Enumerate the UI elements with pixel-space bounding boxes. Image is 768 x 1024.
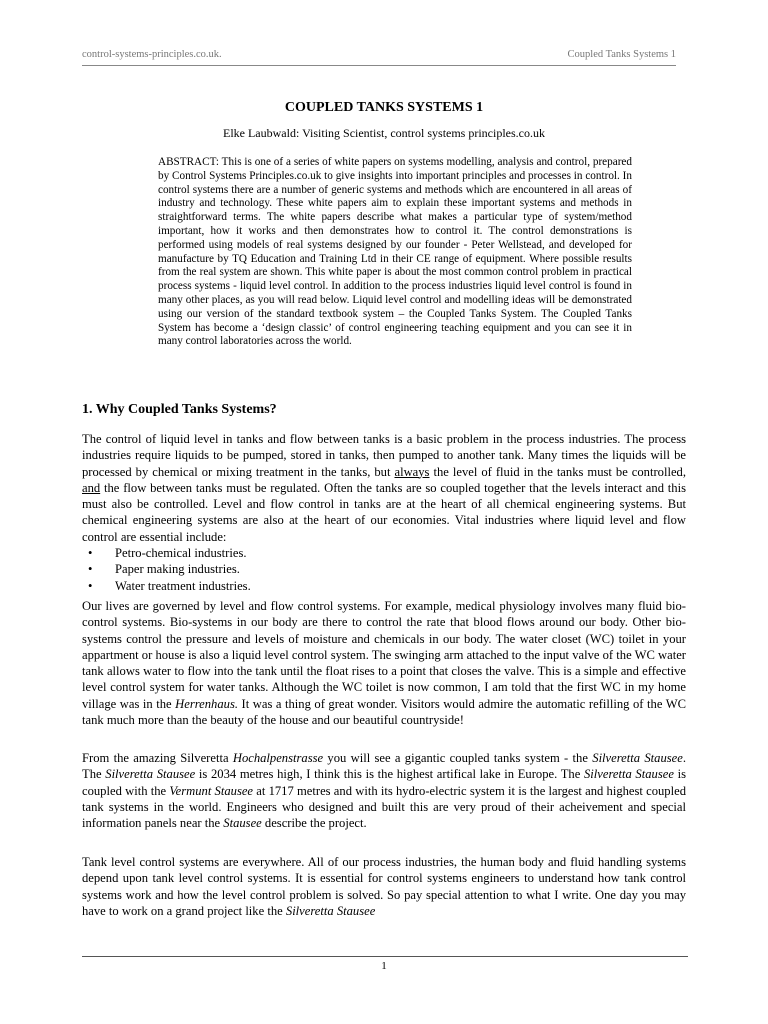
paragraph-3: From the amazing Silveretta Hochalpenstrasse you will see a gigantic coupled tanks system - the Silveretta Stausee. The Silveretta Stausee is 2034 metres high, I think this is the highest artifical lake in Europe. The Silveretta Stausee is coupled with the Vermunt Stausee at 1717 metres and with its hydro-electric system it is the largest and highest coupled tank systems in the world. Engineers who designed and built this are very proud of their acheivement and special information panels near the Stausee describe the project. bbox=[82, 751, 686, 831]
running-header bbox=[82, 49, 676, 66]
paragraph-2: Our lives are governed by level and flow control systems. For example, medical physiology involves many fluid bio-control systems. Bio-systems in our body are there to control the rate that blood flows around our body. Other bio-systems control the pressure and levels of moisture and chemicals in our body. The water closet (WC) toilet in your appartment or house is also a liquid level control system. The swinging arm attached to the input valve of the WC water tank allows water to flow into the tank until the float rises to a point that closes the valve. This is a simple and effective level control system for water tanks. Although the WC toilet is now common, I am told that the first WC in my home village was in the Herrenhaus. It was a thing of great wonder. Visitors would admire the automatic refilling of the WC tank much more than the beauty of the house and our beautiful countryside! bbox=[82, 599, 686, 728]
paper-title: COUPLED TANKS SYSTEMS 1 bbox=[284, 100, 484, 115]
list-item: • Petro-chemical industries. bbox=[88, 546, 247, 560]
page-number: 1 bbox=[381, 960, 387, 972]
list-item: • Paper making industries. bbox=[88, 562, 240, 577]
footer-rule bbox=[82, 956, 688, 957]
author-line: Elke Laubwald: Visiting Scientist, control systems principles.co.uk bbox=[222, 126, 545, 140]
header-title: Coupled Tanks Systems 1 bbox=[567, 49, 676, 60]
header-site: control-systems-principles.co.uk. bbox=[82, 49, 222, 60]
section-heading: 1. Why Coupled Tanks Systems? bbox=[82, 402, 277, 417]
abstract: ABSTRACT: This is one of a series of white papers on systems modelling, analysis and control, prepared by Control Systems Principles.co.uk to give insights into important principles and processes in control. In control systems there are a number of generic systems and methods which are encountered in all areas of industry and technology. These white papers aim to explain these important systems and methods in straightforward terms. The white papers describe what makes a particular type of system/method important, how it works and then demonstrates how to control it. The control demonstrations is performed using models of real systems designed by our founder - Peter Wellstead, and developed for manufacture by TQ Education and Training Ltd in their CE range of equipment. Where possible results from the real system are shown. This white paper is about the most common control problem in practical process systems - liquid level control. In addition to the process industries liquid level control is found in many other places, as you will read below. Liquid level control and modelling ideas will be demonstrated using our version of the standard textbook system – the Coupled Tanks System. The Coupled Tanks System has become a ‘design classic’ of control engineering teaching equipment and you can see it in many control laboratories across the world. bbox=[158, 156, 632, 348]
industry-list bbox=[88, 545, 251, 594]
paragraph-4: Tank level control systems are everywhere. All of our process industries, the human body and fluid handling systems depend upon tank level control systems. It is essential for control systems engineers to understand how tank control systems work and how the level control problem is solved. So pay special attention to what I write. One day you may have to work on a grand project like the Silveretta Stausee bbox=[82, 855, 686, 918]
paragraph-1: The control of liquid level in tanks and flow between tanks is a basic problem in the process industries. The process industries require liquids to be pumped, stored in tanks, then pumped to another tank. Many times the liquids will be processed by chemical or mixing treatment in the tanks, but always the level of fluid in the tanks must be controlled, and the flow between tanks must be regulated. Often the tanks are so coupled together that the levels interact and this must also be controlled. Level and flow control in tanks are at the heart of all chemical engineering systems. But chemical engineering systems are also at the heart of our economies. Vital industries where liquid level and flow control are essential include: bbox=[82, 432, 686, 544]
list-item: • Water treatment industries. bbox=[88, 578, 251, 593]
